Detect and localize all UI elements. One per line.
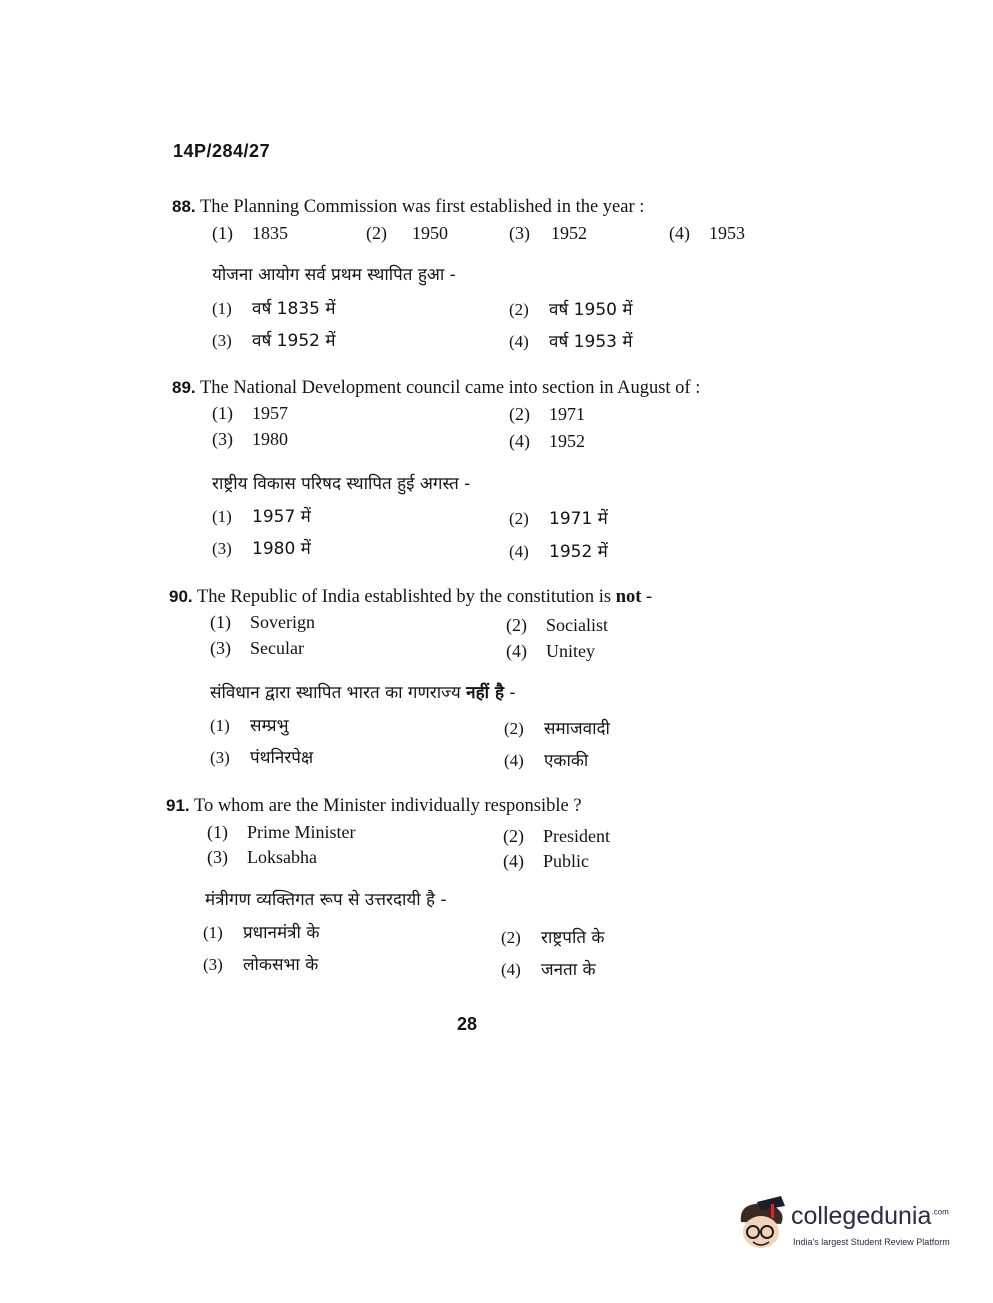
hindi-question: राष्ट्रीय विकास परिषद स्थापित हुई अगस्त -	[212, 474, 471, 494]
question-number: 90.	[169, 587, 193, 606]
option-1: (1) 1957	[212, 403, 288, 423]
brand-name: collegedunia$^{.com}$	[791, 1202, 949, 1230]
option-3: (3) Secular	[210, 638, 304, 658]
option-2: (2) 1971	[509, 404, 585, 424]
question-statement: The Planning Commission was first established in the year :	[199, 197, 645, 217]
hindi-option-4: (4) जनता के	[501, 960, 596, 980]
question-number: 88.	[172, 197, 196, 216]
option-4: (4) 1952	[509, 431, 585, 451]
hindi-option-2: (2) समाजवादी	[504, 719, 610, 739]
hindi-option-2: (2) वर्ष 1950 में	[509, 300, 633, 320]
hindi-option-3: (3) 1980 में	[212, 539, 311, 559]
option-3: (3) 1952	[509, 223, 587, 243]
option-2: (2) 1950	[366, 223, 448, 243]
question-statement: The National Development council came into section in August of :	[199, 378, 701, 398]
question-number: 89.	[172, 378, 196, 397]
option-3: (3) Loksabha	[207, 847, 317, 867]
hindi-option-4: (4) 1952 में	[509, 542, 608, 562]
paper-code: 14P/284/27	[173, 141, 271, 161]
option-3: (3) 1980	[212, 429, 288, 449]
option-2: (2) Socialist	[506, 615, 608, 635]
option-4: (4) Public	[503, 851, 590, 871]
hindi-option-1: (1) वर्ष 1835 में	[212, 299, 336, 319]
page-number: 28	[457, 1014, 478, 1034]
question-text	[166, 796, 582, 817]
option-1: (1) 1835	[212, 223, 288, 243]
hindi-option-1: (1) 1957 में	[212, 507, 311, 527]
option-1: (1) Prime Minister	[207, 822, 356, 842]
question-text	[172, 197, 644, 218]
question-text	[172, 378, 700, 399]
hindi-option-1: (1) प्रधानमंत्री के	[203, 923, 320, 943]
question-statement: To whom are the Minister individually responsible ?	[193, 796, 582, 816]
hindi-option-3: (3) वर्ष 1952 में	[212, 331, 336, 351]
hindi-option-3: (3) पंथनिरपेक्ष	[210, 748, 314, 768]
option-4: (4) Unitey	[506, 641, 595, 661]
hindi-question: योजना आयोग सर्व प्रथम स्थापित हुआ -	[212, 265, 456, 285]
hindi-question: संविधान द्वारा स्थापित भारत का गणराज्य नहीं है -	[210, 683, 516, 703]
brand-tagline: India's largest Student Review Platform	[793, 1237, 950, 1247]
collegedunia-logo	[735, 1196, 965, 1266]
hindi-option-1: (1) सम्प्रभु	[210, 716, 289, 736]
option-1: (1) Soverign	[210, 612, 315, 632]
hindi-option-2: (2) 1971 में	[509, 509, 608, 529]
question-text	[169, 587, 652, 608]
option-2: (2) President	[503, 826, 610, 846]
hindi-question: मंत्रीगण व्यक्तिगत रूप से उत्तरदायी है -	[205, 890, 447, 910]
question-statement: The Republic of India establishted by the constitution is not -	[196, 587, 653, 607]
hindi-option-2: (2) राष्ट्रपति के	[501, 928, 605, 948]
hindi-option-4: (4) एकाकी	[504, 751, 589, 771]
question-number: 91.	[166, 796, 190, 815]
option-4: (4) 1953	[669, 223, 745, 243]
hindi-option-4: (4) वर्ष 1953 में	[509, 332, 633, 352]
hindi-option-3: (3) लोकसभा के	[203, 955, 319, 975]
mascot-icon	[735, 1196, 791, 1258]
